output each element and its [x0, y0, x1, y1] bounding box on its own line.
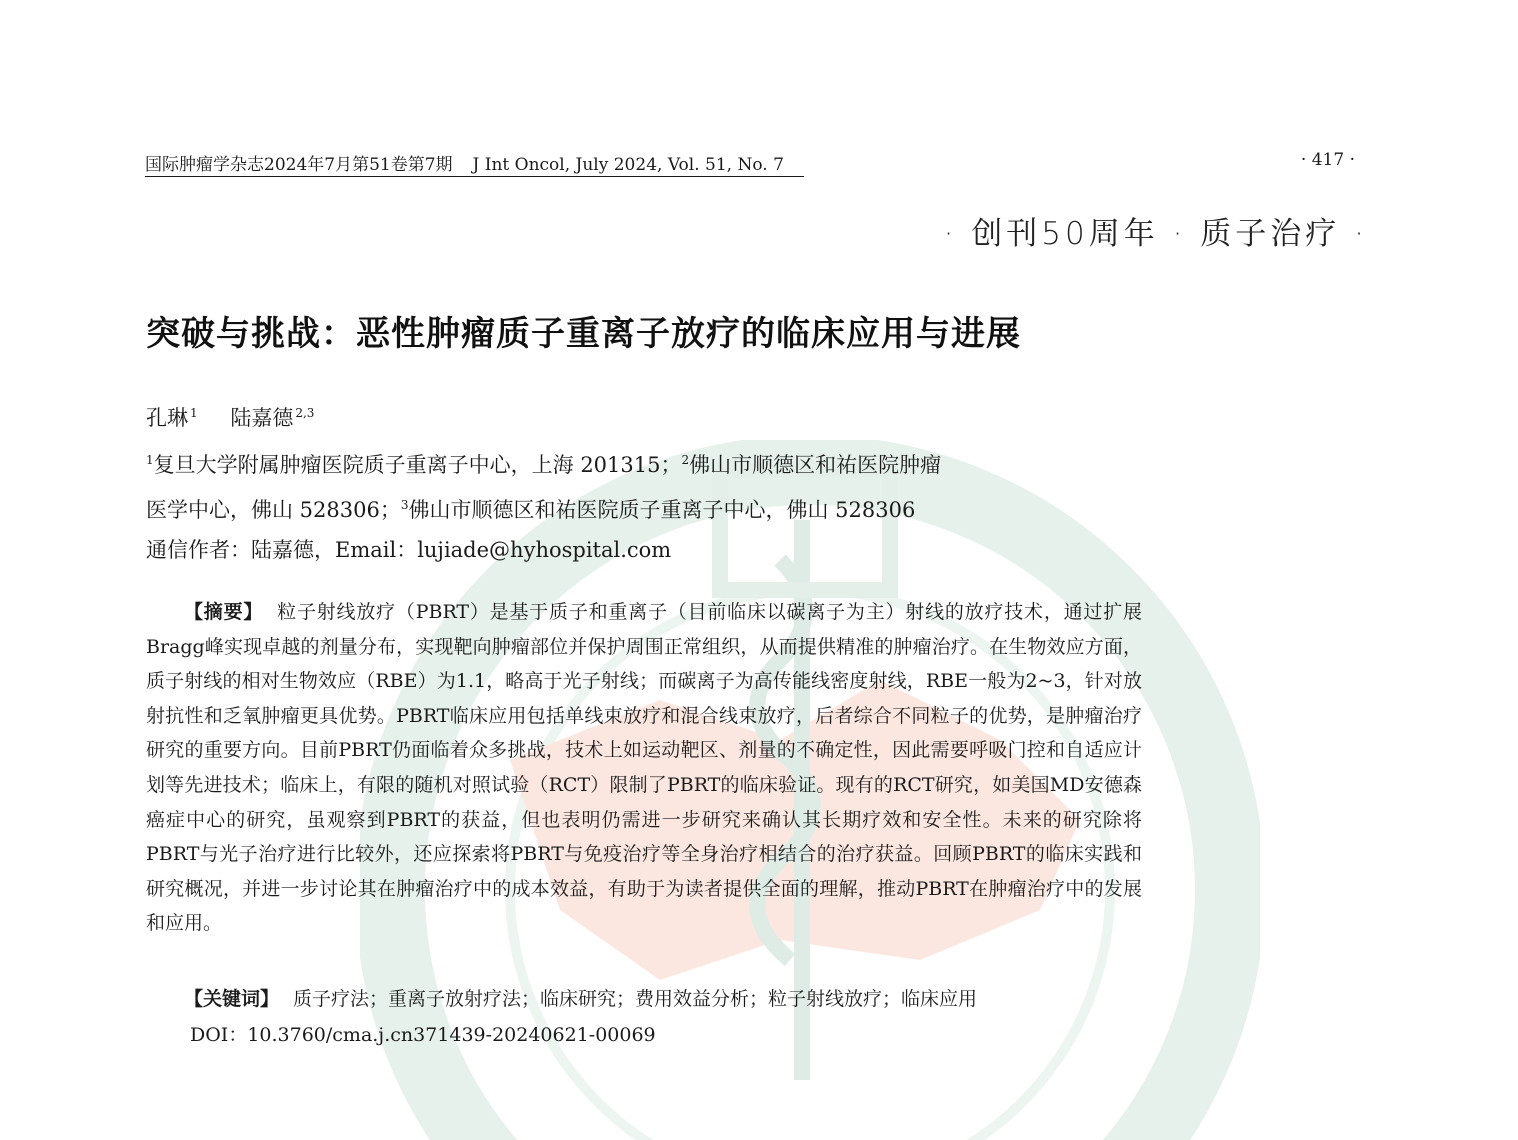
- affiliation-text: 佛山市顺德区和祐医院肿瘤: [689, 453, 942, 477]
- affiliation-line: [146, 440, 1146, 485]
- affiliation-text: 复旦大学附属肿瘤医院质子重离子中心，上海 201315；: [153, 453, 682, 477]
- abstract: [146, 595, 1142, 941]
- affiliation-mark: 1: [146, 453, 154, 467]
- affiliation-mark: 2: [681, 453, 690, 467]
- doi: DOI：10.3760/cma.j.cn371439-20240621-00069: [190, 1024, 656, 1046]
- article-title: 突破与挑战：恶性肿瘤质子重离子放疗的临床应用与进展: [146, 314, 1021, 354]
- affiliation-text: 佛山市顺德区和祐医院质子重离子中心，佛山 528306: [408, 498, 916, 522]
- author-name: 孔琳: [146, 406, 188, 430]
- running-header: [145, 150, 1355, 174]
- author-1: [146, 406, 198, 430]
- author-affiliation-mark: 1: [190, 406, 198, 420]
- author-2: [230, 406, 314, 430]
- affiliation-line: [146, 485, 1146, 530]
- abstract-paragraph: [146, 595, 1142, 941]
- corresponding-author: 通信作者：陆嘉德，Email：lujiade@hyhospital.com: [146, 538, 672, 562]
- abstract-label: 【摘要】: [184, 601, 264, 623]
- page-number: · 417 ·: [1300, 150, 1355, 170]
- affiliation-text: 医学中心，佛山 528306；: [146, 498, 401, 522]
- keywords-text: 质子疗法；重离子放射疗法；临床研究；费用效益分析；粒子射线放疗；临床应用: [293, 988, 978, 1010]
- journal-name-en: J Int Oncol, July 2024, Vol. 51, No. 7: [472, 155, 784, 175]
- keywords: [184, 984, 977, 1011]
- abstract-text: 粒子射线放疗（PBRT）是基于质子和重离子（目前临床以碳离子为主）射线的放疗技术，通过扩展Bragg峰实现卓越的剂量分布，实现靶向肿瘤部位并保护周围正常组织，从而提供精准的肿瘤治疗。在生物效应方面，质子射线的相对生物效应（RBE）为1.1，略高于光子射线；而碳离子为高传能线密度射线，RBE一般为2~3，针对放射抗性和乏氧肿瘤更具优势。PBRT临床应用包括单线束放疗和混合线束放疗，后者综合不同粒子的优势，是肿瘤治疗研究的重要方向。目前PBRT仍面临着众多挑战，技术上如运动靶区、剂量的不确定性，因此需要呼吸门控和自适应计划等先进技术；临床上，有限的随机对照试验（RCT）限制了PBRT的临床验证。现有的RCT研究，如美国MD安德森癌症中心的研究，虽观察到PBRT的获益，但也表明仍需进一步研究来确认其长期疗效和安全性。未来的研究除将PBRT与光子治疗进行比较外，还应探索将PBRT与免疫治疗等全身治疗相结合的治疗获益。回顾PBRT的临床实践和研究概况，并进一步讨论其在肿瘤治疗中的成本效益，有助于为读者提供全面的理解，推动PBRT在肿瘤治疗中的发展和应用。: [146, 601, 1142, 935]
- author-name: 陆嘉德: [230, 406, 294, 430]
- affiliation-mark: 3: [400, 498, 409, 512]
- journal-citation: [145, 150, 804, 177]
- column-heading: · 创刊50周年 · 质子治疗 ·: [943, 216, 1368, 252]
- affiliations: [146, 440, 1146, 570]
- author-affiliation-mark: 2,3: [295, 406, 315, 420]
- author-list: [146, 402, 340, 432]
- journal-name-cn: 国际肿瘤学杂志2024年7月第51卷第7期: [145, 155, 453, 175]
- keywords-label: 【关键词】: [184, 988, 280, 1010]
